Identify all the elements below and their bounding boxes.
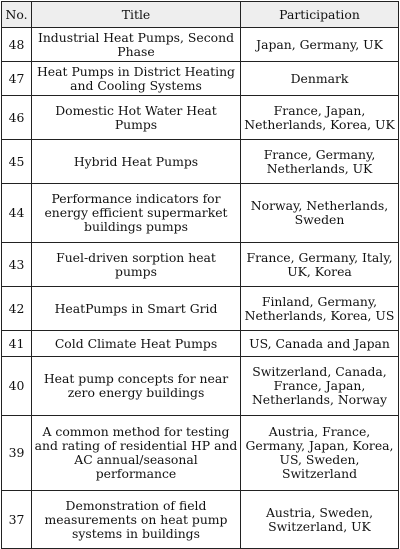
table-row [2,357,399,416]
header-title: Title [32,2,241,28]
cell-no: 43 [2,243,32,287]
cell-participation: Finland, Germany, Netherlands, Korea, US [241,287,399,331]
cell-participation: US, Canada and Japan [241,331,399,357]
table-row [2,28,399,62]
cell-no: 46 [2,96,32,140]
cell-participation: France, Japan, Netherlands, Korea, UK [241,96,399,140]
cell-participation: Austria, Sweden, Switzerland, UK [241,491,399,549]
table-row [2,331,399,357]
cell-no: 41 [2,331,32,357]
cell-participation: Denmark [241,62,399,96]
cell-no: 44 [2,184,32,243]
cell-title: Heat Pumps in District Heating and Cooling Systems [32,62,241,96]
header-no: No. [2,2,32,28]
cell-no: 37 [2,491,32,549]
cell-title: Industrial Heat Pumps, Second Phase [32,28,241,62]
cell-participation: Switzerland, Canada, France, Japan, Netherlands, Norway [241,357,399,416]
cell-title: Cold Climate Heat Pumps [32,331,241,357]
cell-no: 48 [2,28,32,62]
table-body [2,28,399,549]
table-row [2,287,399,331]
table-row [2,243,399,287]
cell-no: 47 [2,62,32,96]
cell-participation: Norway, Netherlands, Sweden [241,184,399,243]
cell-title: Domestic Hot Water Heat Pumps [32,96,241,140]
cell-no: 39 [2,416,32,491]
cell-participation: Japan, Germany, UK [241,28,399,62]
cell-title: A common method for testing and rating of residential HP and AC annual/seasonal performance [32,416,241,491]
table-row [2,491,399,549]
cell-title: Performance indicators for energy efficient supermarket buildings pumps [32,184,241,243]
table-row [2,96,399,140]
cell-participation: France, Germany, Italy, UK, Korea [241,243,399,287]
cell-no: 42 [2,287,32,331]
table-row [2,416,399,491]
table-row [2,140,399,184]
heat-pump-annex-table [1,1,399,549]
cell-participation: Austria, France, Germany, Japan, Korea, US, Sweden, Switzerland [241,416,399,491]
cell-title: HeatPumps in Smart Grid [32,287,241,331]
table-row [2,184,399,243]
cell-title: Hybrid Heat Pumps [32,140,241,184]
header-participation: Participation [241,2,399,28]
cell-participation: France, Germany, Netherlands, UK [241,140,399,184]
cell-title: Fuel-driven sorption heat pumps [32,243,241,287]
header-row [2,2,399,28]
cell-title: Demonstration of field measurements on heat pump systems in buildings [32,491,241,549]
cell-title: Heat pump concepts for near zero energy buildings [32,357,241,416]
cell-no: 40 [2,357,32,416]
table-row [2,62,399,96]
table-header [2,2,399,28]
cell-no: 45 [2,140,32,184]
